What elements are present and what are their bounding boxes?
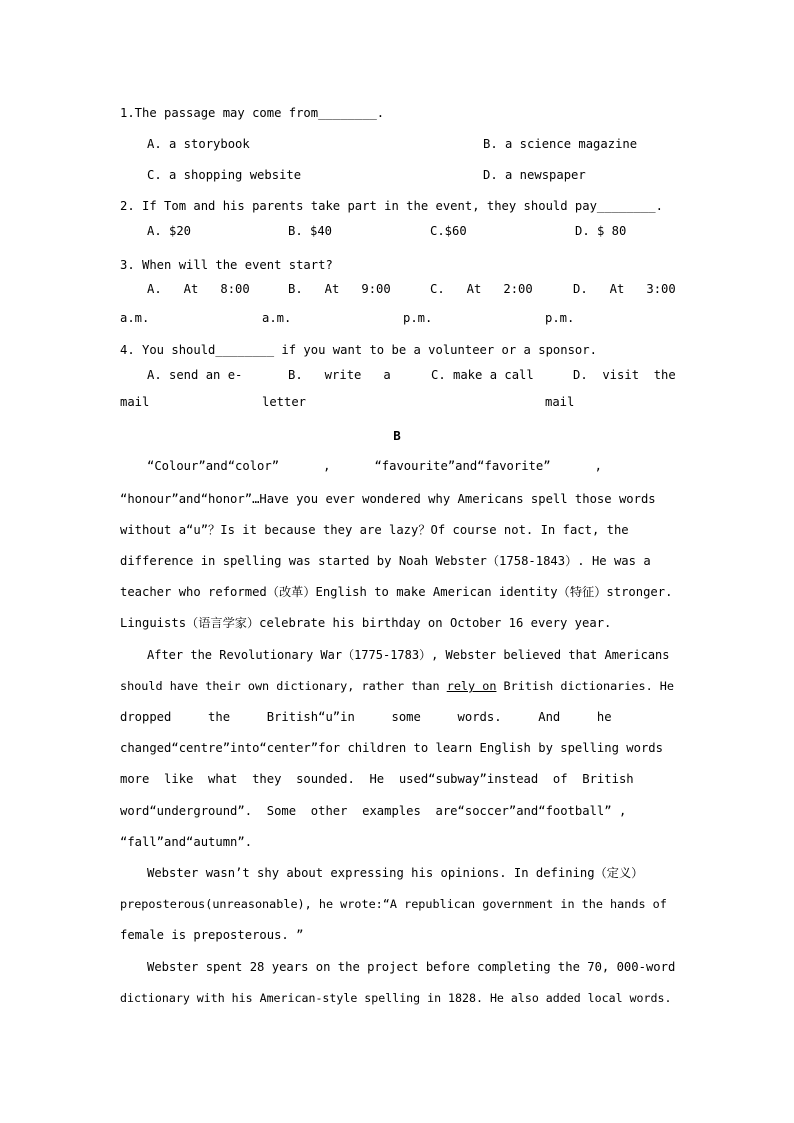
passage-p2-line-4: changed“centre”into“center”for children to learn English by spelling words	[120, 741, 663, 755]
passage-p1-line-2: “honour”and“honor”…Have you ever wondered why Americans spell those words	[120, 492, 656, 506]
passage-p2-line-3: dropped the British“u”in some words. And he	[120, 710, 612, 724]
q3-option-a: A. At 8:00	[147, 282, 250, 296]
passage-p2-line-5: more like what they sounded. He used“subway”instead of British	[120, 772, 634, 786]
q3-option-a-suffix: a.m.	[120, 311, 150, 325]
passage-p1-line-3: without a“u”？Is it because they are lazy？Of course not. In fact, the	[120, 523, 629, 537]
p2-l2-c: British dictionaries. He	[496, 679, 674, 693]
p3-l1-c: ）	[631, 866, 644, 880]
q3-option-d: D. At 3:00	[573, 282, 676, 296]
passage-p2-line-2	[120, 678, 674, 694]
p1-l5-a: teacher who reformed（	[120, 585, 279, 599]
passage-p1-line-6	[120, 615, 674, 631]
p1-l5-b: 改革	[278, 585, 304, 599]
question-2-stem: 2. If Tom and his parents take part in the event, they should pay________.	[120, 199, 663, 213]
q4-option-d-suffix: mail	[545, 395, 575, 409]
question-3-stem: 3. When will the event start?	[120, 258, 333, 272]
p3-l1-a: Webster wasn’t shy about expressing his opinions. In defining（	[147, 866, 607, 880]
q2-option-d: D. $ 80	[575, 224, 627, 238]
passage-p1-line-4: difference in spelling was started by Noah Webster（1758-1843）. He was a	[120, 554, 651, 568]
p1-l5-d: 特征	[569, 585, 595, 599]
q4-option-a: A. send an e-	[147, 368, 243, 382]
q2-option-a: A. $20	[147, 224, 192, 238]
q3-option-b: B. At 9:00	[288, 282, 391, 296]
p1-l5-e: ）stronger.	[594, 585, 673, 599]
passage-p4-line-2: dictionary with his American-style spelling in 1828. He also added local words.	[120, 991, 672, 1005]
p1-l6-b: 语言学家	[198, 616, 247, 630]
q3-option-b-suffix: a.m.	[262, 311, 292, 325]
q1-option-d: D. a newspaper	[483, 168, 586, 182]
p1-l6-c: ）celebrate his birthday on October 16 every year.	[246, 616, 612, 630]
p2-l2-a: should have their own dictionary, rather than	[120, 679, 447, 693]
q3-option-c-suffix: p.m.	[403, 311, 433, 325]
p1-l6-a: Linguists（	[120, 616, 199, 630]
question-4-stem: 4. You should________ if you want to be a volunteer or a sponsor.	[120, 343, 597, 357]
p3-l1-b: 定义	[606, 866, 632, 880]
q1-option-a: A. a storybook	[147, 137, 250, 151]
passage-p3-line-1	[147, 865, 674, 881]
q3-option-d-suffix: p.m.	[545, 311, 575, 325]
q4-option-c: C. make a call	[431, 368, 534, 382]
passage-p4-line-1: Webster spent 28 years on the project before completing the 70, 000-word	[147, 960, 676, 974]
q4-option-d: D. visit the	[573, 368, 676, 382]
passage-p1-line-1: “Colour”and“color” , “favourite”and“favorite” ,	[147, 459, 602, 473]
q4-option-b: B. write a	[288, 368, 391, 382]
passage-p2-line-1: After the Revolutionary War（1775-1783）, Webster believed that Americans	[147, 648, 670, 662]
p2-l2-underlined: rely on	[446, 679, 497, 693]
passage-p3-line-3: female is preposterous. ”	[120, 928, 304, 942]
q3-option-c: C. At 2:00	[430, 282, 533, 296]
passage-p2-line-6: word“underground”. Some other examples are“soccer”and“football” ,	[120, 804, 627, 818]
passage-p1-line-5	[120, 584, 674, 600]
q4-option-a-suffix: mail	[120, 395, 150, 409]
q1-option-c: C. a shopping website	[147, 168, 302, 182]
q4-option-b-suffix: letter	[262, 395, 307, 409]
section-title: B	[393, 428, 401, 443]
question-1-stem: 1.The passage may come from________.	[120, 106, 385, 120]
p1-l5-c: ）English to make American identity（	[303, 585, 570, 599]
q2-option-b: B. $40	[288, 224, 333, 238]
passage-p2-line-7: “fall”and“autumn”.	[120, 835, 253, 849]
q2-option-c: C.$60	[430, 224, 467, 238]
q1-option-b: B. a science magazine	[483, 137, 638, 151]
passage-p3-line-2: preposterous(unreasonable), he wrote:“A republican government in the hands of	[120, 897, 667, 911]
